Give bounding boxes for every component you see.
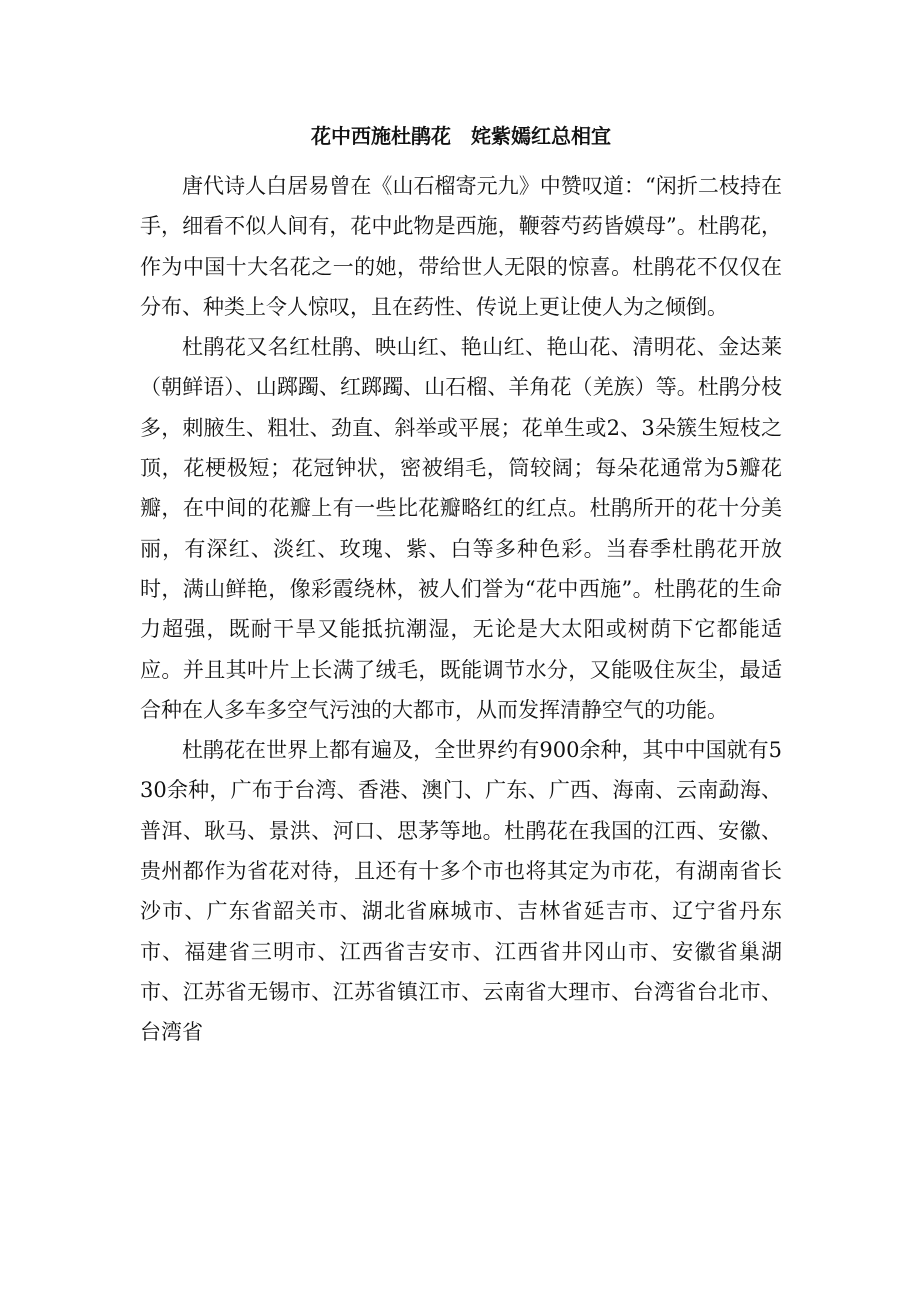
paragraph-description: 杜鹃花又名红杜鹃、映山红、艳山红、艳山花、清明花、金达莱（朝鲜语）、山踯躅、红踯躅、山石榴、羊角花（羌族）等。杜鹃分枝多，刺腋生、粗壮、劲直、斜举或平展；花单生或2、3朵簇生短枝之顶，花梗极短；花冠钟状，密被绢毛，筒较阔；每朵花通常为5瓣花瓣，在中间的花瓣上有一些比花瓣略红的红点。杜鹃所开的花十分美丽，有深红、淡红、玫瑰、紫、白等多种色彩。当春季杜鹃花开放时，满山鲜艳，像彩霞绕林，被人们誉为“花中西施”。杜鹃花的生命力超强，既耐干旱又能抵抗潮湿，无论是大太阳或树荫下它都能适应。并且其叶片上长满了绒毛，既能调节水分，又能吸住灰尘，最适合种在人多车多空气污浊的大都市，从而发挥清静空气的功能。: [140, 335, 782, 722]
paragraph-distribution: 杜鹃花在世界上都有遍及，全世界约有900余种，其中中国就有530余种，广布于台湾、香港、澳门、广东、广西、海南、云南勐海、普洱、耿马、景洪、河口、思茅等地。杜鹃花在我国的江西、安徽、贵州都作为省花对待，且还有十多个市也将其定为市花，有湖南省长沙市、广东省韶关市、湖北省麻城市、吉林省延吉市、辽宁省丹东市、福建省三明市、江西省吉安市、江西省井冈山市、安徽省巢湖市、江苏省无锡市、江苏省镇江市、云南省大理市、台湾省台北市、台湾省: [140, 738, 782, 1045]
document-body: [140, 118, 782, 1053]
document-title: 花中西施杜鹃花 姹紫嫣红总相宜: [311, 124, 611, 148]
paragraph-intro: 唐代诗人白居易曾在《山石榴寄元九》中赞叹道：“闲折二枝持在手，细看不似人间有，花中此物是西施，鞭蓉芍药皆嫫母”。杜鹃花，作为中国十大名花之一的她，带给世人无限的惊喜。杜鹃花不仅仅在分布、种类上令人惊叹，且在药性、传说上更让使人为之倾倒。: [140, 174, 782, 319]
